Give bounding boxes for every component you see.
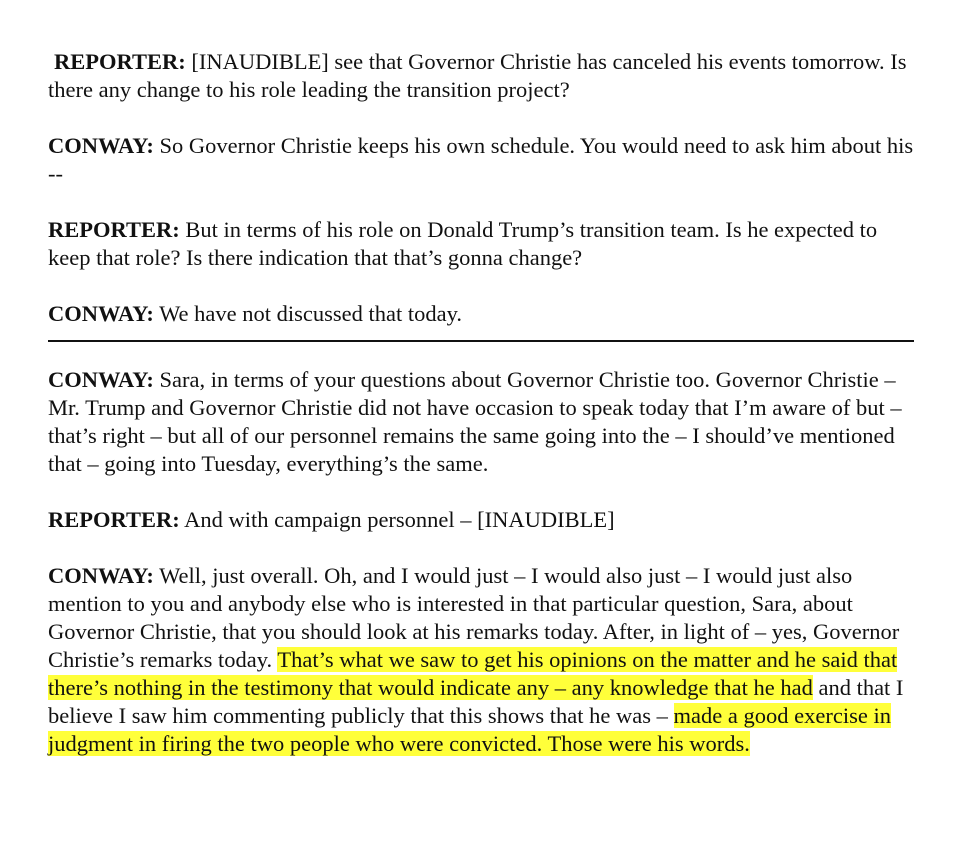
transcript-paragraph [48,132,918,188]
utterance-text: We have not discussed that today. [153,301,462,326]
utterance-text: Well, just overall. Oh, and I would just – I would also just – I would just also mention to you and anybody else who is interested in that particular question, Sara, about Governor Christie, that you should look at his remarks today. After, in light of – yes, Governor Christie’s remarks today. [48,563,900,672]
transcript-paragraph [48,48,918,104]
transcript-paragraph [48,216,918,272]
speaker-label: REPORTER: [54,49,186,74]
utterance-text: But in terms of his role on Donald Trump’s transition team. Is he expected to keep that role? Is there indication that that’s gonna change? [48,217,878,270]
transcript-paragraph [48,300,918,328]
speaker-label: CONWAY: [48,367,154,392]
section-divider [48,340,914,342]
highlighted-text: made a good exercise in judgment in firing the two people who were convicted. Those were his words. [48,703,891,756]
transcript-paragraph [48,366,918,478]
utterance-text: [INAUDIBLE] see that Governor Christie has canceled his events tomorrow. Is there any change to his role leading the transition project? [48,49,907,102]
speaker-label: CONWAY: [48,301,154,326]
utterance-text: So Governor Christie keeps his own schedule. You would need to ask him about his -- [48,133,914,186]
utterance-text: Sara, in terms of your questions about Governor Christie too. Governor Christie – Mr. Trump and Governor Christie did not have occasion to speak today that I’m aware of but – that’s right – but all of our personnel remains the same going into the – I should’ve mentioned that – going into Tuesday, everything’s the same. [48,367,902,476]
utterance-text: and that I believe I saw him commenting publicly that this shows that he was – [48,675,904,728]
highlighted-text: That’s what we saw to get his opinions on the matter and he said that there’s nothing in the testimony that would indicate any – any knowledge that he had [48,647,898,700]
transcript-paragraph-highlighted [48,562,918,758]
transcript-document [48,48,918,786]
speaker-label: REPORTER: [48,217,180,242]
transcript-paragraph [48,506,918,534]
speaker-label: REPORTER: [48,507,180,532]
utterance-text: And with campaign personnel – [INAUDIBLE] [179,507,615,532]
speaker-label: CONWAY: [48,133,154,158]
speaker-label: CONWAY: [48,563,154,588]
